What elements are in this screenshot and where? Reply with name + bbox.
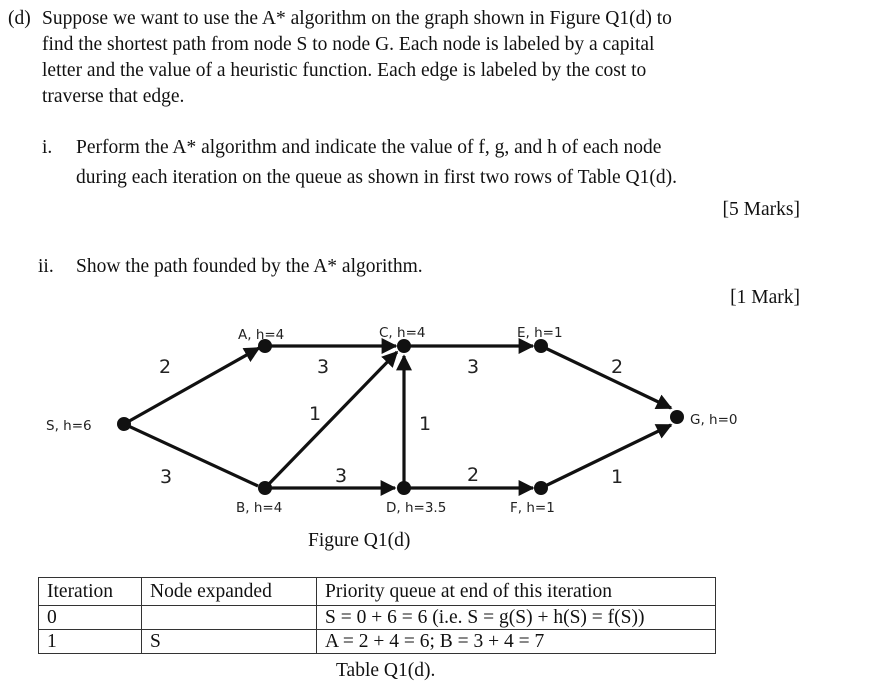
cell-node-expanded — [142, 606, 317, 630]
edge-cost-d-f: 2 — [467, 464, 480, 486]
edge-s-b — [124, 424, 258, 486]
edge-b-c — [265, 352, 397, 488]
cell-iteration: 0 — [39, 606, 142, 630]
node-label-f: F, h=1 — [510, 500, 555, 516]
edge-s-a — [124, 348, 259, 424]
node-c — [397, 339, 411, 353]
node-e — [534, 339, 548, 353]
cell-iteration: 1 — [39, 630, 142, 654]
edge-cost-d-c: 1 — [419, 413, 432, 435]
node-b — [258, 481, 272, 495]
cell-node-expanded: S — [142, 630, 317, 654]
edge-cost-a-c: 3 — [317, 356, 330, 378]
part-ii-marks: [1 Mark] — [730, 287, 800, 308]
edge-cost-f-g: 1 — [611, 466, 624, 488]
part-i-line: Perform the A* algorithm and indicate the value of f, g, and h of each node — [76, 137, 662, 158]
table-row — [39, 606, 716, 630]
node-label-d: D, h=3.5 — [386, 500, 447, 516]
edge-cost-e-g: 2 — [611, 356, 624, 378]
edge-cost-c-e: 3 — [467, 356, 480, 378]
part-ii-text: Show the path founded by the A* algorithm. — [76, 256, 423, 277]
node-label-e: E, h=1 — [517, 325, 563, 341]
edge-cost-s-b: 3 — [160, 466, 173, 488]
node-g — [670, 410, 684, 424]
table-caption: Table Q1(d). — [336, 660, 436, 681]
table-q1d — [38, 577, 716, 654]
edge-cost-s-a: 2 — [159, 356, 172, 378]
question-line: find the shortest path from node S to node G. Each node is labeled by a capital — [42, 34, 655, 55]
question-line: traverse that edge. — [42, 86, 185, 107]
part-i-marks: [5 Marks] — [722, 199, 800, 220]
question-line: letter and the value of a heuristic function. Each edge is labeled by the cost to — [42, 60, 647, 81]
part-ii-label: ii. — [38, 256, 54, 277]
node-label-g: G, h=0 — [690, 412, 738, 428]
header-priority-queue: Priority queue at end of this iteration — [317, 578, 716, 606]
node-label-a: A, h=4 — [238, 327, 285, 343]
edge-e-g — [541, 346, 671, 408]
node-f — [534, 481, 548, 495]
cell-priority-queue: S = 0 + 6 = 6 (i.e. S = g(S) + h(S) = f(S)) — [317, 606, 716, 630]
header-node-expanded: Node expanded — [142, 578, 317, 606]
node-s — [117, 417, 131, 431]
part-i-line: during each iteration on the queue as shown in first two rows of Table Q1(d). — [76, 167, 678, 188]
node-label-b: B, h=4 — [236, 500, 283, 516]
part-i-label: i. — [42, 137, 53, 158]
cell-priority-queue: A = 2 + 4 = 6; B = 3 + 4 = 7 — [317, 630, 716, 654]
header-iteration: Iteration — [39, 578, 142, 606]
node-d — [397, 481, 411, 495]
figure-caption: Figure Q1(d) — [308, 530, 411, 551]
table-row — [39, 630, 716, 654]
edge-f-g — [541, 425, 671, 488]
question-line: Suppose we want to use the A* algorithm on the graph shown in Figure Q1(d) to — [42, 8, 672, 29]
question-label: (d) — [8, 8, 31, 29]
node-label-c: C, h=4 — [379, 325, 426, 341]
edge-cost-b-c: 1 — [309, 403, 322, 425]
edge-cost-b-d: 3 — [335, 465, 348, 487]
table-header-row — [39, 578, 716, 606]
node-label-s: S, h=6 — [46, 418, 92, 434]
